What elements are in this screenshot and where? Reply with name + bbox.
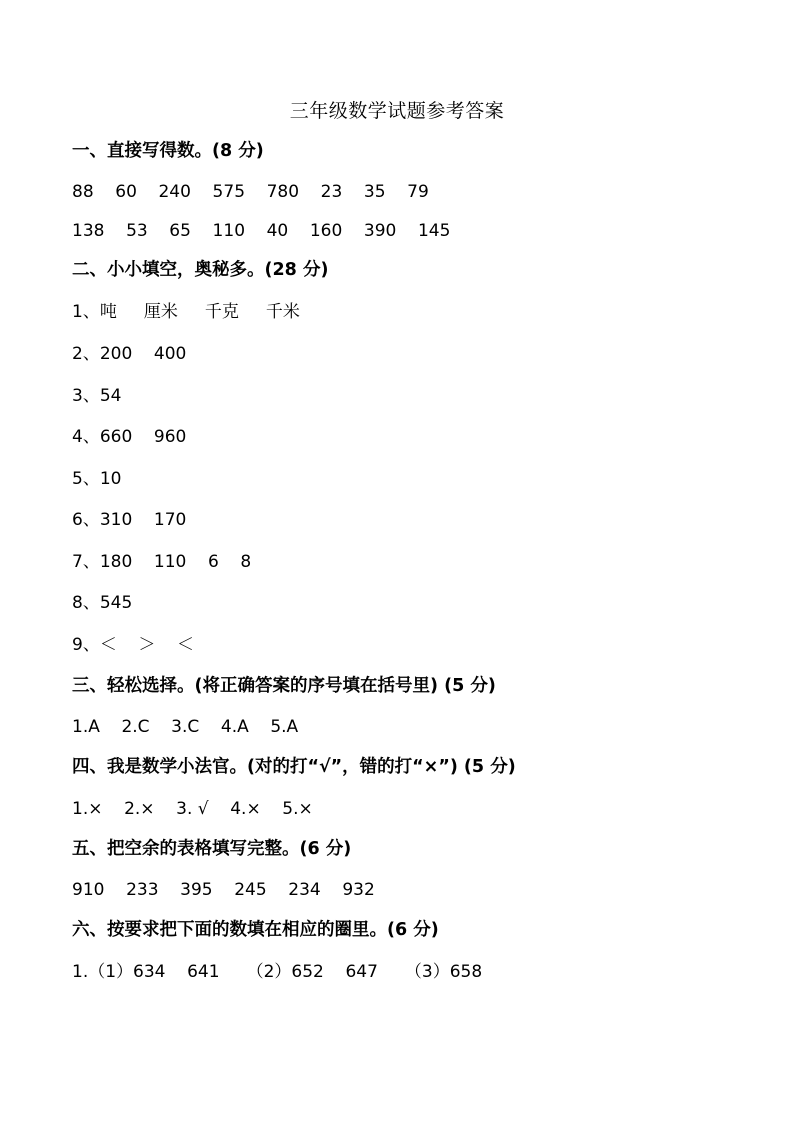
section-6-answer-line: 1.（1）634 641 （2）652 647 （3）658 bbox=[72, 962, 483, 982]
document-title: 三年级数学试题参考答案 bbox=[289, 100, 505, 122]
section-3-answer-line: 1.A 2.C 3.C 4.A 5.A bbox=[72, 717, 299, 737]
section-2-answer-1: 1、吨 厘米 千克 千米 bbox=[72, 302, 300, 322]
section-6-heading: 六、按要求把下面的数填在相应的圈里。(6 分) bbox=[72, 920, 439, 940]
section-1-answer-line-2: 138 53 65 110 40 160 390 145 bbox=[72, 221, 451, 241]
section-1-answer-line-1: 88 60 240 575 780 23 35 79 bbox=[72, 182, 429, 202]
section-2-answer-5: 5、10 bbox=[72, 469, 122, 489]
section-2-answer-3: 3、54 bbox=[72, 386, 122, 406]
section-2-answer-2: 2、200 400 bbox=[72, 344, 187, 364]
section-4-answer-line: 1.× 2.× 3. √ 4.× 5.× bbox=[72, 799, 313, 819]
section-5-heading: 五、把空余的表格填写完整。(6 分) bbox=[72, 839, 352, 859]
section-4-heading: 四、我是数学小法官。(对的打“√”，错的打“×”) (5 分) bbox=[72, 757, 516, 777]
section-5-answer-line: 910 233 395 245 234 932 bbox=[72, 880, 375, 900]
section-2-answer-6: 6、310 170 bbox=[72, 510, 187, 530]
section-2-answer-8: 8、545 bbox=[72, 593, 133, 613]
section-2-answer-4: 4、660 960 bbox=[72, 427, 187, 447]
section-2-answer-7: 7、180 110 6 8 bbox=[72, 552, 252, 572]
section-1-heading: 一、直接写得数。(8 分) bbox=[72, 141, 264, 161]
section-2-heading: 二、小小填空，奥秘多。(28 分) bbox=[72, 260, 329, 280]
section-3-heading: 三、轻松选择。(将正确答案的序号填在括号里) (5 分) bbox=[72, 676, 496, 696]
section-2-answer-9: 9、＜ ＞ ＜ bbox=[72, 635, 195, 655]
